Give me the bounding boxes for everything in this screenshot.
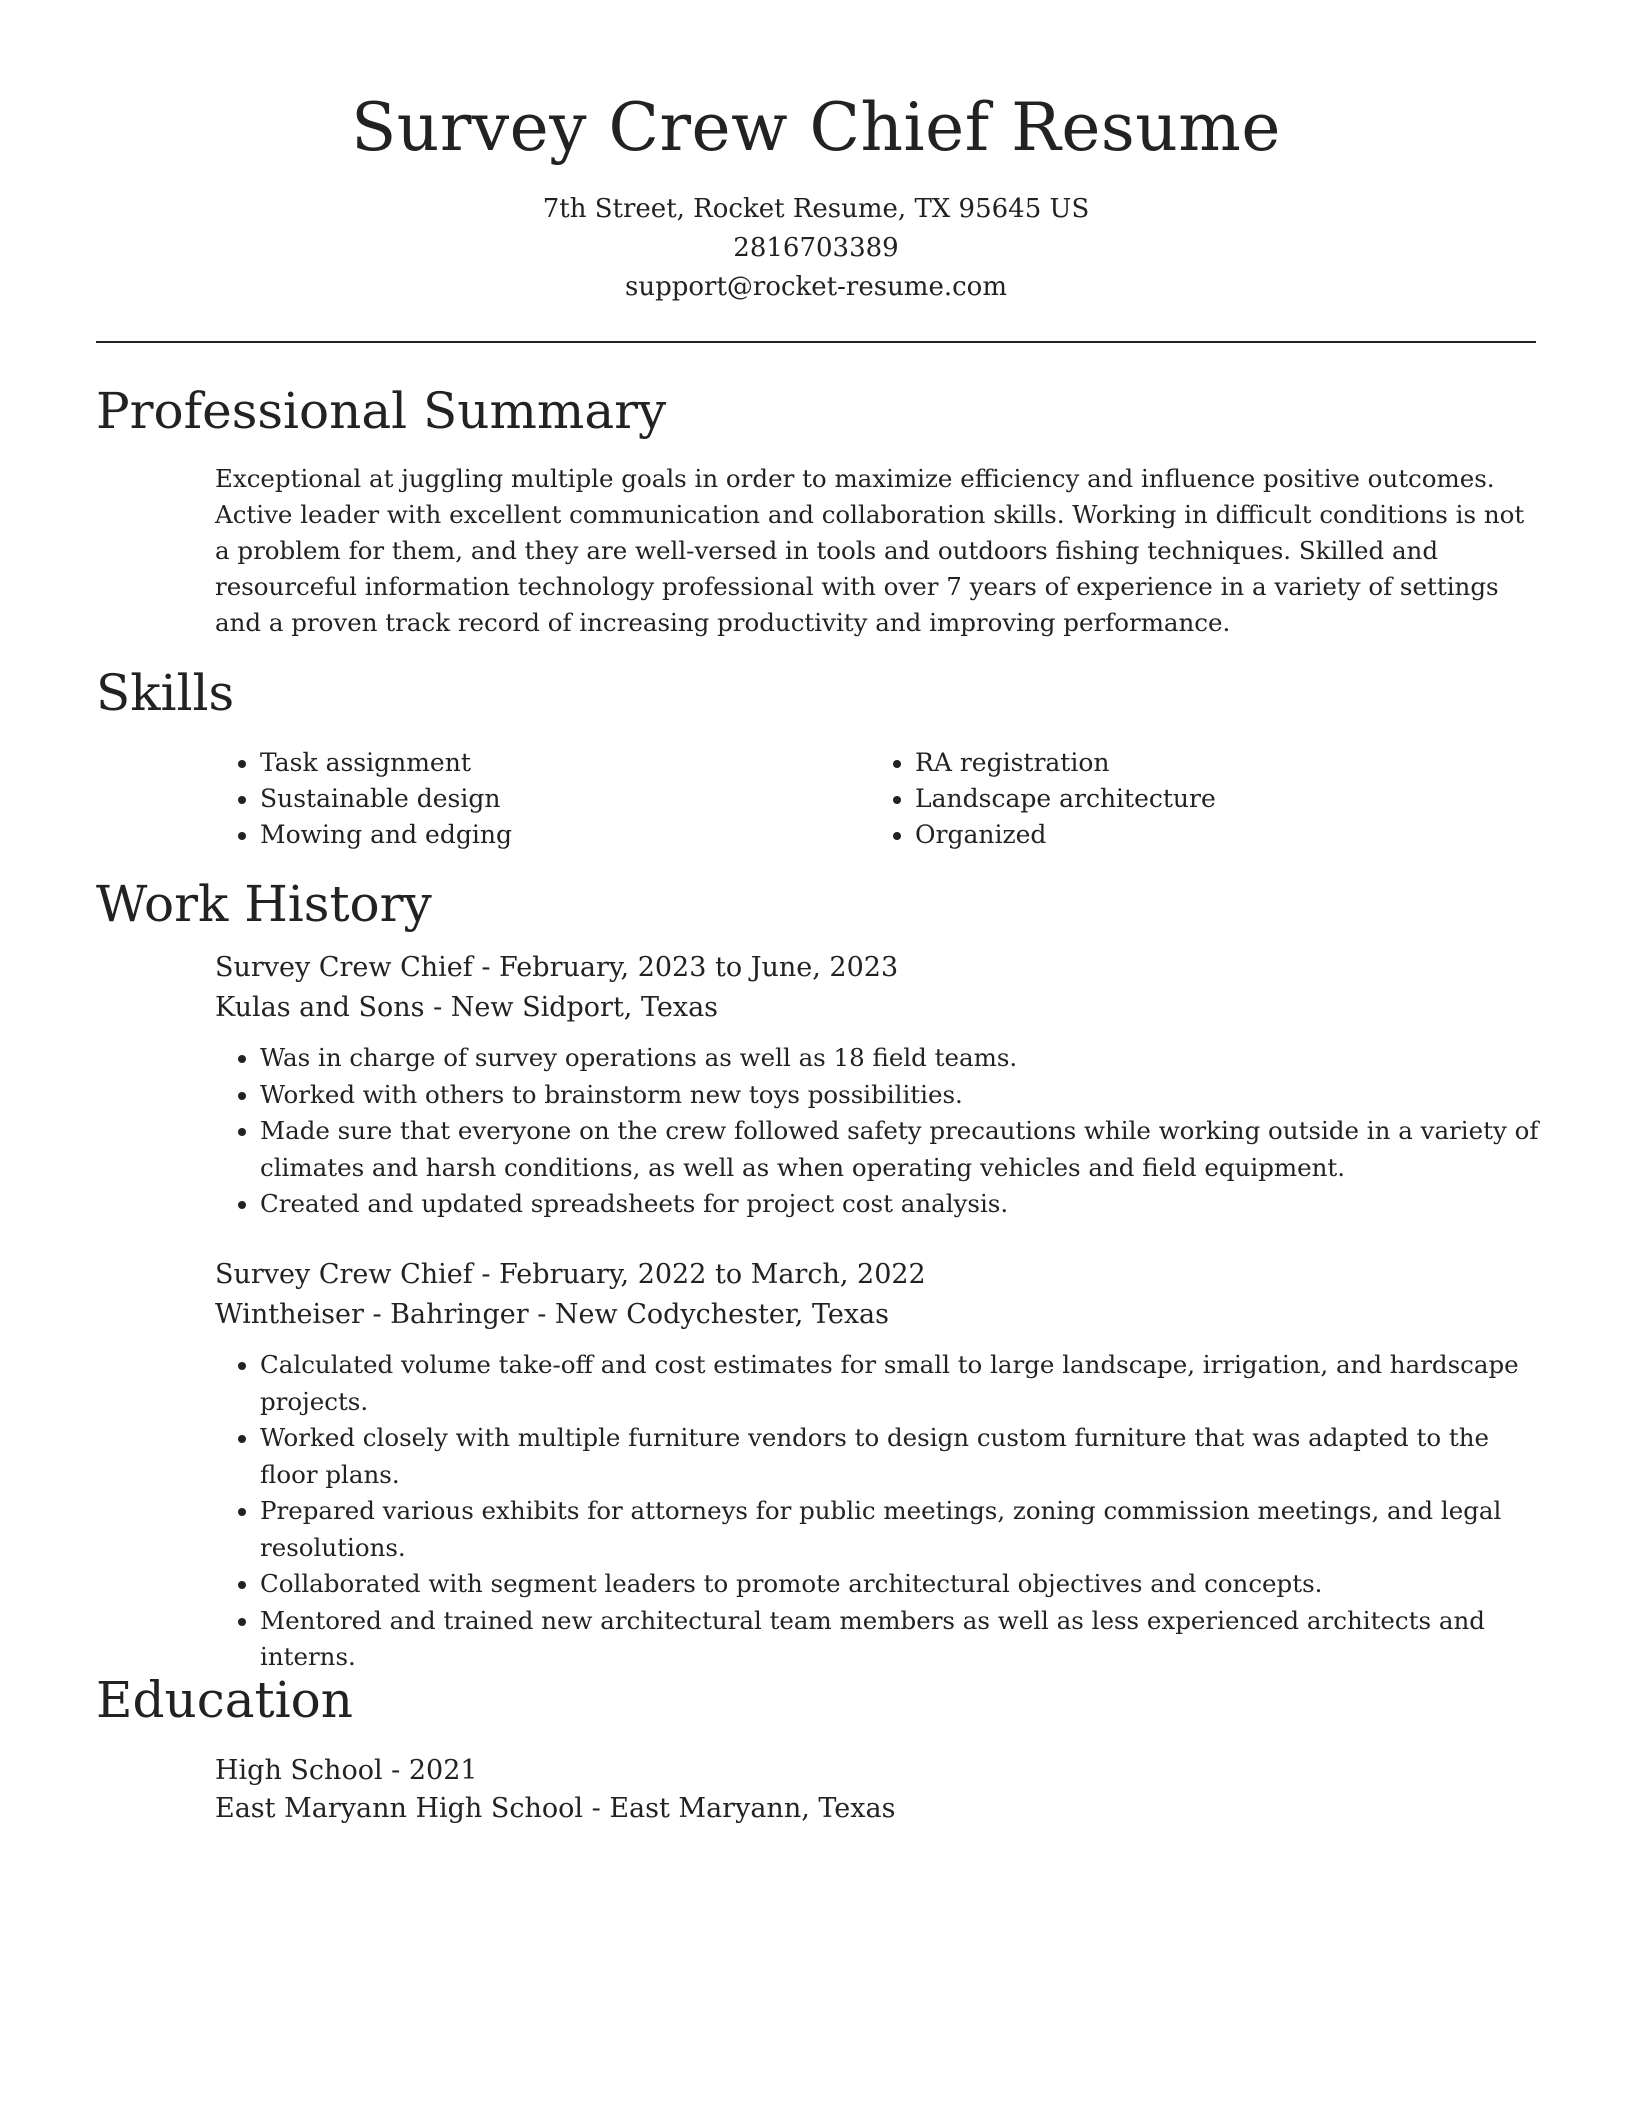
- job-bullet: • Calculated volume take-off and cost estimates for small to large landscape, irrigation, and hardscape projects.: [260, 1347, 1545, 1420]
- job-entry: [215, 1255, 1545, 1676]
- education-year: - 2021: [382, 1755, 478, 1786]
- contact-info: [0, 190, 1632, 307]
- summary-heading: Professional Summary: [96, 382, 667, 440]
- job-bullet: • Mentored and trained new architectural team members as well as less experienced architects and interns.: [260, 1603, 1545, 1676]
- resume-header: [0, 0, 1632, 307]
- skill-item: • RA registration: [915, 745, 1525, 781]
- skill-item: • Mowing and edging: [260, 817, 870, 853]
- skill-item: • Sustainable design: [260, 781, 870, 817]
- education-school: East Maryann High School: [215, 1793, 584, 1824]
- email: support@rocket-resume.com: [624, 272, 1007, 302]
- skill-item: • Organized: [915, 817, 1525, 853]
- education-heading: Education: [96, 1671, 353, 1729]
- job-dates: - February, 2023 to June, 2023: [472, 952, 899, 983]
- summary-text: Exceptional at juggling multiple goals in order to maximize efficiency and influence positive outcomes. Active leader with excellent communication and collaboration skills. Working in difficult conditions is not a problem for them, and they are well-versed in tools and outdoors fishing techniques. Skilled and resourceful information technology professional with over 7 years of experience in a variety of settings and a proven track record of increasing productivity and improving performance.: [215, 464, 1525, 637]
- job-bullets: [215, 1347, 1545, 1676]
- job-company: Wintheiser - Bahringer: [215, 1299, 529, 1330]
- job-title-line: [215, 948, 1545, 988]
- skills-column-left: [215, 745, 870, 853]
- job-role: Survey Crew Chief: [215, 952, 473, 983]
- education-degree-line: [215, 1752, 895, 1790]
- job-dates: - February, 2022 to March, 2022: [472, 1259, 926, 1290]
- skills-heading: Skills: [96, 664, 235, 722]
- job-title-line: [215, 1255, 1545, 1295]
- header-divider: [96, 341, 1536, 343]
- job-company-line: [215, 988, 1545, 1028]
- job-bullet: • Created and updated spreadsheets for project cost analysis.: [260, 1186, 1545, 1223]
- job-company: Kulas and Sons: [215, 992, 425, 1023]
- skills-column-right: [870, 745, 1525, 853]
- job-bullet: • Worked with others to brainstorm new toys possibilities.: [260, 1077, 1545, 1114]
- skill-item: • Task assignment: [260, 745, 870, 781]
- job-bullet: • Prepared various exhibits for attorneys for public meetings, zoning commission meetings, and legal resolutions.: [260, 1493, 1545, 1566]
- education-degree: High School: [215, 1755, 383, 1786]
- skills-list: [215, 745, 1535, 853]
- job-role: Survey Crew Chief: [215, 1259, 473, 1290]
- job-location: - New Sidport, Texas: [424, 992, 719, 1023]
- resume-title: Survey Crew Chief Resume: [351, 89, 1281, 166]
- job-location: - New Codychester, Texas: [528, 1299, 890, 1330]
- job-company-line: [215, 1295, 1545, 1335]
- education-school-line: [215, 1790, 895, 1828]
- job-bullet: • Worked closely with multiple furniture vendors to design custom furniture that was adapted to the floor plans.: [260, 1420, 1545, 1493]
- address: 7th Street, Rocket Resume, TX 95645 US: [542, 194, 1090, 224]
- work-heading: Work History: [96, 875, 432, 933]
- skill-item: • Landscape architecture: [915, 781, 1525, 817]
- education-location: - East Maryann, Texas: [583, 1793, 896, 1824]
- job-entry: [215, 948, 1545, 1223]
- education-entry: [215, 1752, 895, 1828]
- job-bullet: • Was in charge of survey operations as well as 18 field teams.: [260, 1040, 1545, 1077]
- job-bullets: [215, 1040, 1545, 1223]
- job-bullet: • Collaborated with segment leaders to promote architectural objectives and concepts.: [260, 1566, 1545, 1603]
- job-bullet: • Made sure that everyone on the crew followed safety precautions while working outside in a variety of climates and harsh conditions, as well as when operating vehicles and field equipment.: [260, 1113, 1545, 1186]
- phone: 2816703389: [733, 233, 899, 263]
